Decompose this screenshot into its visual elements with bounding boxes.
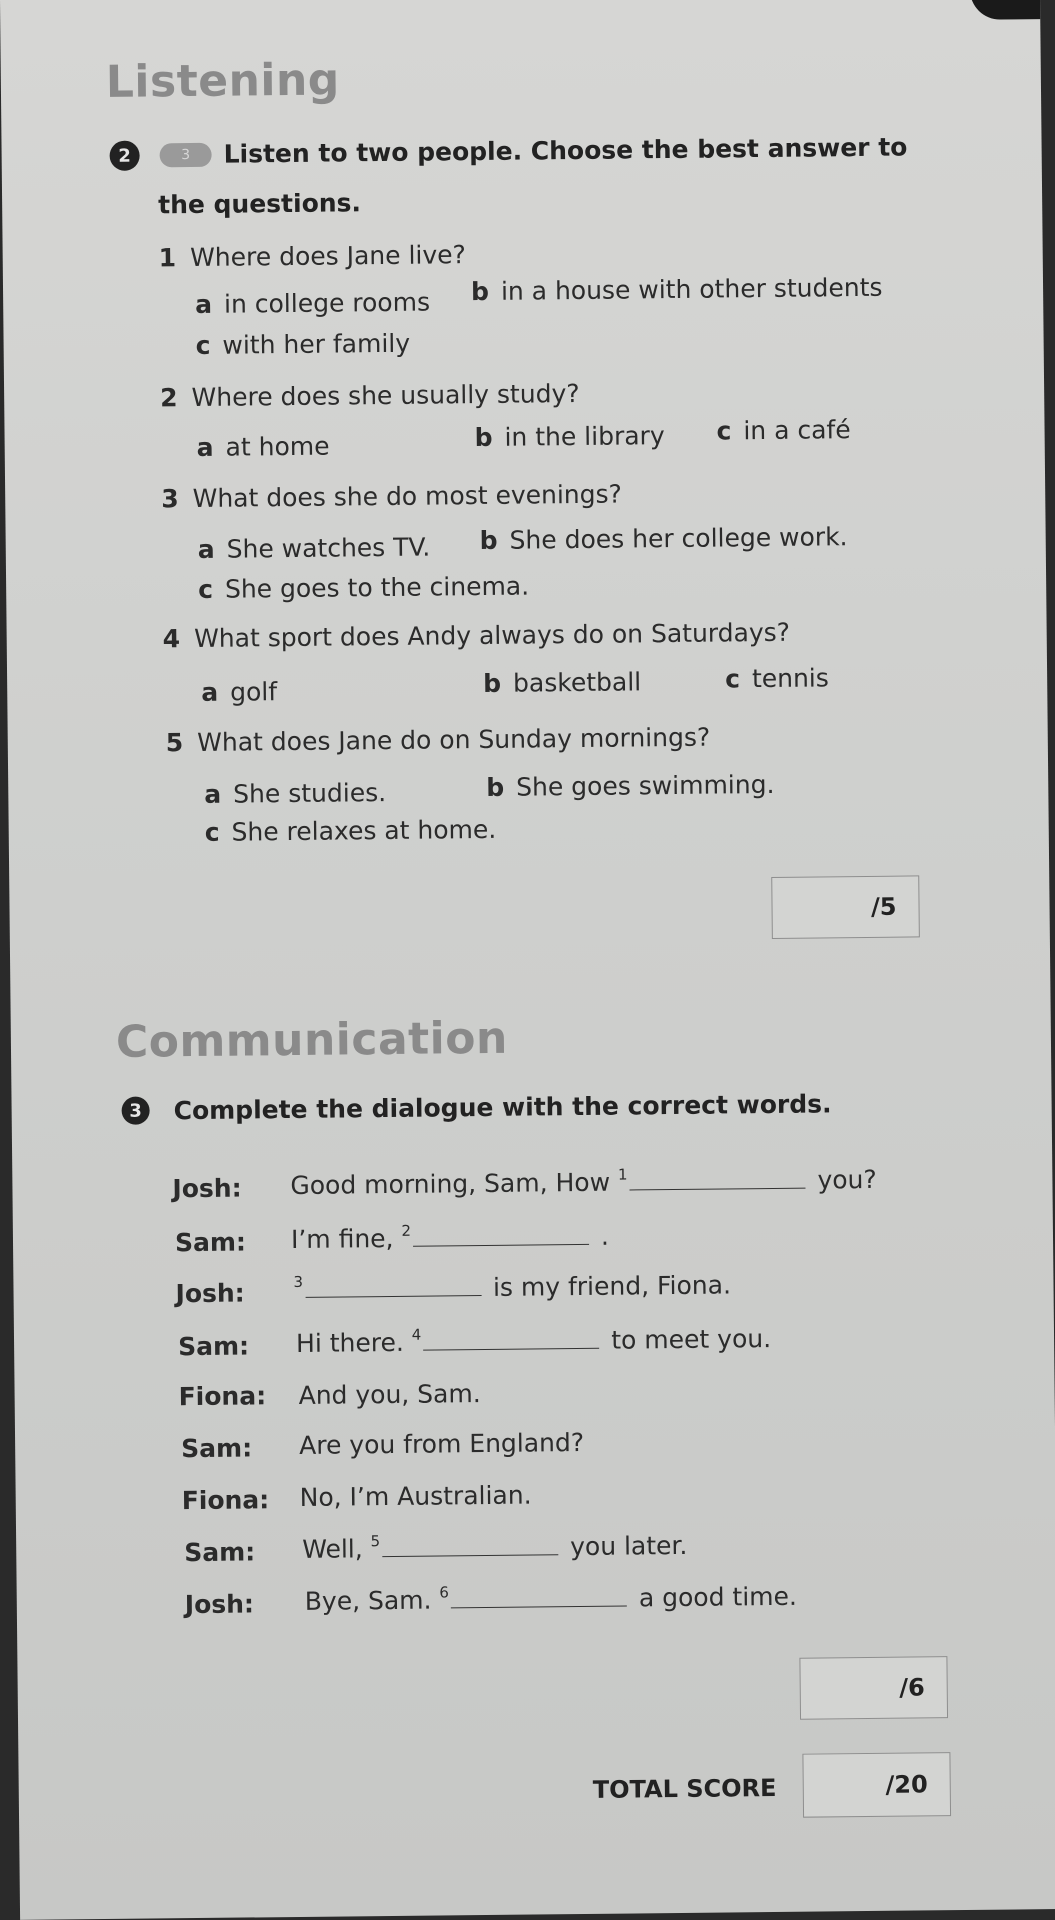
option-1b[interactable]: b in a house with other students	[470, 272, 883, 307]
option-3a[interactable]: a She watches TV.	[197, 532, 431, 564]
speaker-label: Sam:	[184, 1537, 256, 1568]
option-3c[interactable]: c She goes to the cinema.	[198, 571, 530, 604]
answer-blank-2[interactable]	[413, 1222, 589, 1247]
total-score-label: TOTAL SCORE	[592, 1773, 777, 1804]
question-number: 1	[158, 243, 177, 273]
listening-instruction-line2: the questions.	[158, 188, 362, 220]
speaker-label: Fiona:	[181, 1485, 270, 1516]
dialogue-line-8: Well, $^5$ you later.	[302, 1530, 688, 1564]
option-1c[interactable]: c with her family	[195, 328, 411, 360]
exercise-number-badge: 3	[121, 1096, 149, 1124]
speaker-label: Josh:	[175, 1278, 245, 1309]
listening-instruction-line1: Listen to two people. Choose the best answer to	[223, 132, 908, 169]
dialogue-line-2: I’m fine, $^2$ .	[290, 1221, 610, 1255]
answer-blank-5[interactable]	[382, 1532, 558, 1557]
dialogue-line-7: No, I’m Australian.	[299, 1480, 532, 1512]
listening-title: Listening	[105, 54, 341, 108]
speaker-label: Sam:	[174, 1227, 247, 1258]
dialogue-line-1: Good morning, Sam, How $^1$ you?	[290, 1164, 877, 1201]
question-1	[159, 240, 466, 272]
option-2b[interactable]: b in the library	[474, 421, 665, 453]
total-score-box[interactable]: /20	[802, 1752, 951, 1818]
communication-score-box[interactable]: /6	[799, 1656, 948, 1720]
dialogue-line-6: Are you from England?	[299, 1427, 585, 1460]
ink-blot	[970, 0, 1040, 20]
listening-score-box[interactable]: /5	[771, 875, 920, 939]
option-1a[interactable]: a in college rooms	[195, 287, 431, 319]
option-4c[interactable]: c tennis	[724, 663, 829, 694]
answer-blank-4[interactable]	[423, 1326, 599, 1351]
option-3b[interactable]: b She does her college work.	[479, 522, 848, 556]
question-4: 4 What sport does Andy always do on Saturdays?	[162, 617, 791, 654]
option-2c[interactable]: c in a café	[716, 415, 851, 446]
dialogue-line-9: Bye, Sam. $^6$ a good time.	[304, 1581, 798, 1616]
option-4a[interactable]: a golf	[201, 677, 278, 707]
question-5: 5 What does Jane do on Sunday mornings?	[165, 722, 711, 758]
communication-instruction: Complete the dialogue with the correct words.	[173, 1089, 832, 1126]
option-2a[interactable]: a at home	[196, 431, 330, 462]
speaker-label: Josh:	[184, 1589, 255, 1620]
audio-track-badge: 3	[160, 143, 212, 168]
dialogue-line-3: $^3$ is my friend, Fiona.	[293, 1270, 732, 1302]
question-3: 3 What does she do most evenings?	[161, 479, 623, 514]
answer-blank-1[interactable]	[629, 1166, 805, 1191]
option-5b[interactable]: b She goes swimming.	[486, 769, 775, 802]
communication-title: Communication	[115, 1012, 509, 1068]
exercise-number-badge: 2	[109, 141, 139, 171]
speaker-label: Sam:	[181, 1433, 253, 1464]
speaker-label: Sam:	[177, 1331, 250, 1362]
answer-blank-6[interactable]	[451, 1584, 627, 1609]
speaker-label: Josh:	[172, 1173, 242, 1204]
answer-blank-3[interactable]	[305, 1273, 481, 1298]
option-5c[interactable]: c She relaxes at home.	[204, 814, 497, 847]
speaker-label: Fiona:	[178, 1381, 267, 1412]
question-2: 2 Where does she usually study?	[160, 378, 580, 413]
question-text: Where does Jane live?	[189, 240, 466, 273]
dialogue-line-5: And you, Sam.	[298, 1379, 481, 1410]
dialogue-line-4: Hi there. $^4$ to meet you.	[295, 1323, 772, 1358]
option-4b[interactable]: b basketball	[483, 667, 642, 698]
option-5a[interactable]: a She studies.	[204, 778, 387, 809]
